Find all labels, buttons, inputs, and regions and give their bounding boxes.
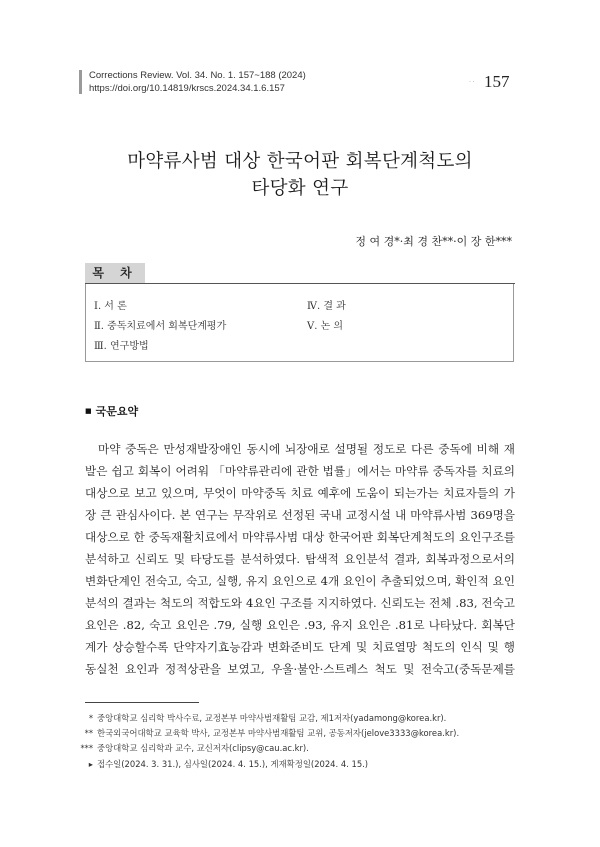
footnote-corresponding-author bbox=[80, 742, 309, 754]
footnote-text: 중앙대학교 심리학 박사수료, 교정본부 마약사범재활팀 교감, 제1저자(yadamong@korea.kr). bbox=[97, 713, 447, 723]
abstract-line: 대상으로 보고 있으며, 무엇이 마약중독 치료 예후에 도움이 되는가는 치료자들의 가 bbox=[85, 486, 515, 500]
page-number: 157 bbox=[484, 72, 510, 91]
page-mark: · · bbox=[469, 79, 475, 85]
abstract-line: 분석하고 신뢰도 및 타당도를 분석하였다. 탐색적 요인분석 결과, 회복과정으로서의 bbox=[85, 552, 515, 566]
abstract-line: 장 큰 관심사이다. 본 연구는 무작위로 선정된 국내 교정시설 내 마약류사범 369명을 bbox=[85, 508, 515, 522]
abstract-line: 대상으로 한 중독재활치료에서 마약류사범 대상 한국어판 회복단계척도의 요인구조를 bbox=[85, 530, 515, 544]
footnote-first-author bbox=[80, 712, 446, 724]
footnote-marker: *** bbox=[80, 743, 93, 753]
toc-item-recovery-assessment[interactable]: Ⅱ. 중독치료에서 회복단계평가 bbox=[94, 321, 227, 332]
abstract-line: 변화단계인 전숙고, 숙고, 실행, 유지 요인으로 4개 요인이 추출되었으며, 확인적 요인 bbox=[85, 574, 515, 588]
toc-label: 목 차 bbox=[85, 263, 145, 283]
paper-title bbox=[0, 148, 600, 202]
abstract-line: 분석의 결과는 척도의 적합도와 4요인 구조를 지지하였다. 신뢰도는 전체 .83, 전숙고 bbox=[85, 596, 515, 610]
toc-item-discussion[interactable]: Ⅴ. 논 의 bbox=[307, 321, 344, 332]
doi-link[interactable]: https://doi.org/10.14819/krscs.2024.34.1.6.157 bbox=[89, 83, 285, 94]
abstract-line: 발은 쉽고 회복이 어려워 「마약류관리에 관한 법률」에서는 마약류 중독자를 치료의 bbox=[85, 464, 515, 478]
title-line-1: 마약류사범 대상 한국어판 회복단계척도의 bbox=[127, 151, 473, 172]
footnote-text: 중앙대학교 심리학과 교수, 교신저자(clipsy@cau.ac.kr). bbox=[97, 743, 309, 753]
arrow-bullet-icon: ▸ bbox=[88, 759, 93, 769]
footnote-text: 한국외국어대학교 교육학 박사, 교정본부 마약사범재활팀 교위, 공동저자(jelove3333@korea.kr). bbox=[97, 728, 460, 738]
dates-text: 접수일(2024. 3. 31.), 심사일(2024. 4. 15.), 게재확정일(2024. 4. 15.) bbox=[97, 759, 369, 769]
title-line-2: 타당화 연구 bbox=[251, 178, 349, 199]
footnote-co-author bbox=[80, 727, 459, 739]
journal-citation: Corrections Review. Vol. 34. No. 1. 157~188 (2024) bbox=[89, 70, 306, 81]
abstract-line: 계가 상승할수록 단약자기효능감과 변화준비도 단계 및 치료열망 척도의 인식 및 행 bbox=[85, 640, 516, 654]
footnote-divider bbox=[85, 702, 199, 703]
toc-item-methods[interactable]: Ⅲ. 연구방법 bbox=[94, 341, 149, 352]
author-list: 정 여 경*·최 경 찬**·이 장 한*** bbox=[355, 235, 512, 248]
header-accent-bar bbox=[79, 70, 82, 94]
footnote-marker: ** bbox=[84, 728, 93, 738]
toc-item-introduction[interactable]: Ⅰ. 서 론 bbox=[94, 301, 127, 312]
square-bullet-icon: ■ bbox=[85, 407, 92, 415]
abstract-line: 동실천 요인과 정적상관을 보였고, 우울·불안·스트레스 척도 및 전숙고(중독문제를 bbox=[85, 662, 515, 676]
submission-dates bbox=[80, 758, 368, 770]
footnote-marker: * bbox=[88, 713, 93, 723]
toc-item-results[interactable]: Ⅳ. 결 과 bbox=[307, 301, 346, 312]
abstract-line: 마약 중독은 만성재발장애인 동시에 뇌장애로 설명될 정도로 다른 중독에 비해 재 bbox=[98, 442, 515, 456]
journal-info bbox=[89, 69, 306, 95]
abstract-line: 요인은 .82, 숙고 요인은 .79, 실행 요인은 .93, 유지 요인은 .81로 나타났다. 회복단 bbox=[85, 618, 515, 632]
abstract-heading-text: 국문요약 bbox=[95, 405, 139, 418]
abstract-heading bbox=[85, 403, 138, 419]
